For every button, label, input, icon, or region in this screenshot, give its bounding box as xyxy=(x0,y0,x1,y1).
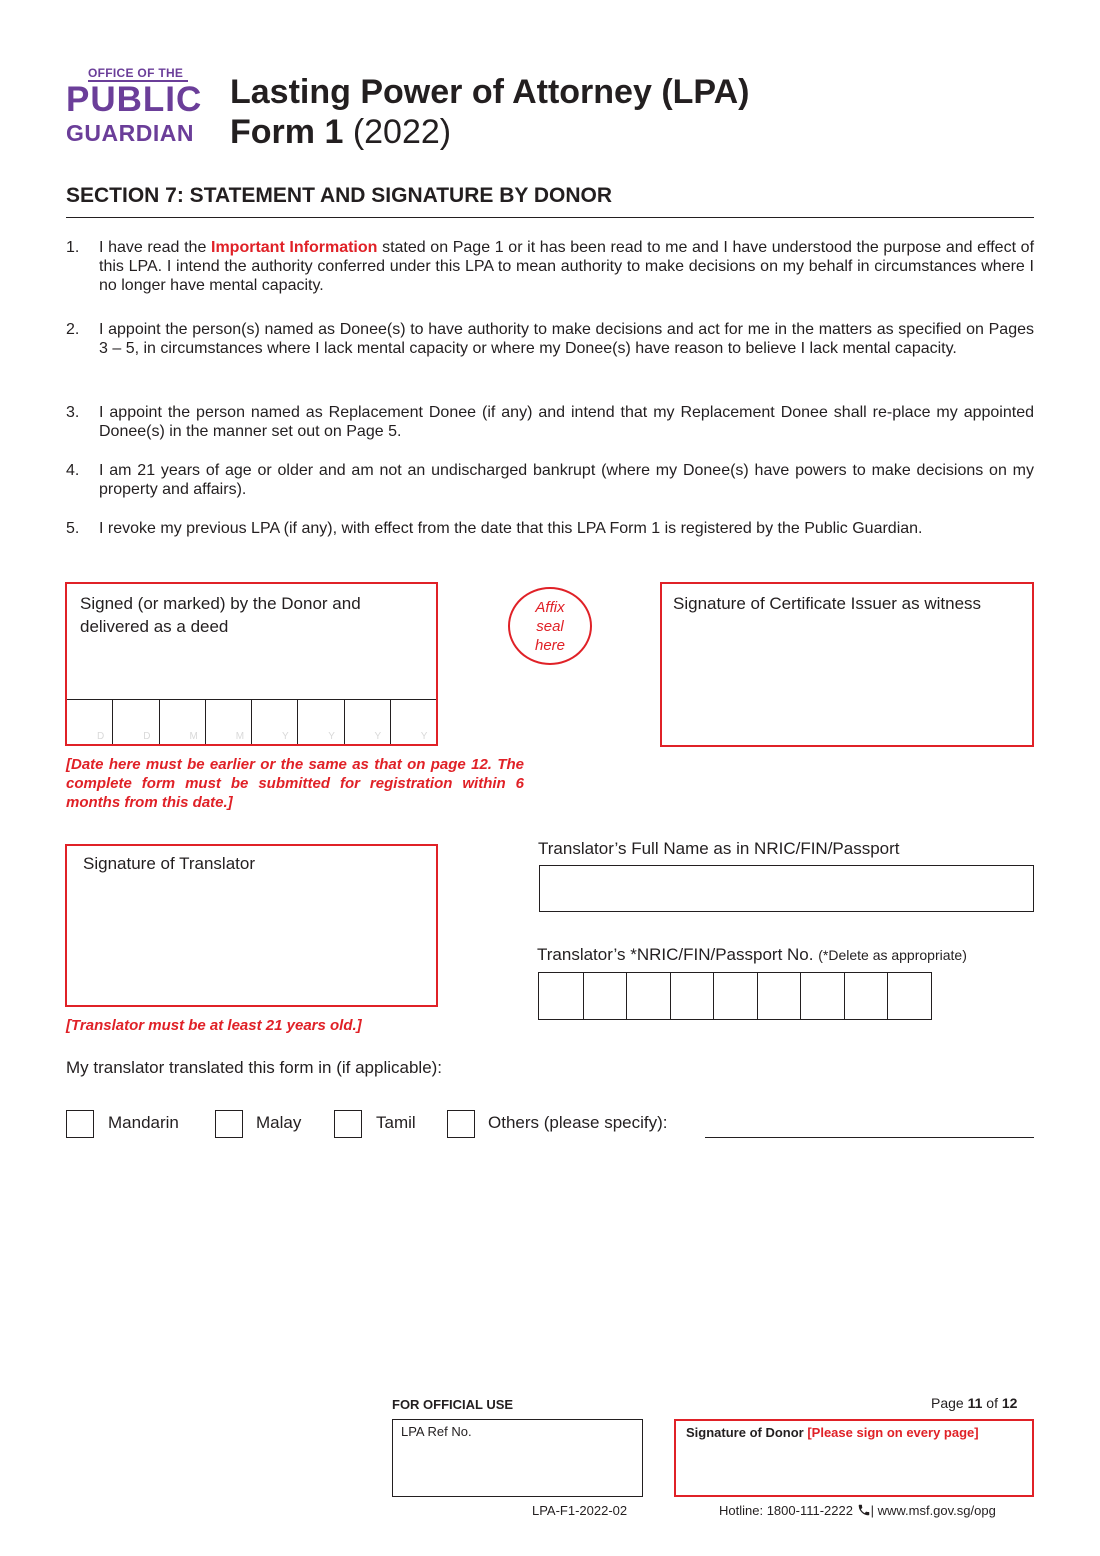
logo-office-text: OFFICE OF THE xyxy=(88,66,184,80)
hotline-info: Hotline: 1800-111-2222 | www.msf.gov.sg/opg xyxy=(719,1503,996,1518)
section-title: SECTION 7: STATEMENT AND SIGNATURE BY DONOR xyxy=(66,184,613,207)
form-year: (2022) xyxy=(352,113,452,151)
statement-number: 4. xyxy=(66,462,80,479)
translator-signature-label: Signature of Translator xyxy=(83,854,255,873)
form-subtitle xyxy=(230,112,451,152)
statement-number: 3. xyxy=(66,404,80,421)
translator-signature-box[interactable] xyxy=(65,844,438,1007)
date-cell-year[interactable]: Y xyxy=(297,700,343,744)
id-cell[interactable] xyxy=(800,973,844,1019)
important-information-highlight: Important Information xyxy=(211,239,378,256)
date-cell-day[interactable]: D xyxy=(112,700,158,744)
label-malay: Malay xyxy=(256,1113,302,1132)
date-cell-month[interactable]: M xyxy=(205,700,251,744)
statement-number: 2. xyxy=(66,321,80,338)
form-title: Lasting Power of Attorney (LPA) xyxy=(230,73,750,111)
witness-signature-label: Signature of Certificate Issuer as witness xyxy=(673,594,982,613)
donor-page-signature-box[interactable] xyxy=(674,1419,1034,1497)
sign-every-page-note: [Please sign on every page] xyxy=(807,1425,979,1440)
witness-signature-box[interactable] xyxy=(660,582,1034,747)
section-divider xyxy=(66,217,1034,218)
date-note: [Date here must be earlier or the same as that on page 12. The complete form must be submitted for registration within 6 months from this date.] xyxy=(66,756,524,811)
statement-3: 3. I appoint the person named as Replacement Donee (if any) and intend that my Replacement Donee shall re‑place my appointed Donee(s) in the manner set out on Page 5. xyxy=(66,404,1034,440)
translator-age-note: [Translator must be at least 21 years old.] xyxy=(66,1017,362,1034)
language-question: My translator translated this form in (if applicable): xyxy=(66,1058,443,1077)
checkbox-tamil[interactable] xyxy=(334,1110,362,1138)
opg-logo xyxy=(66,64,214,148)
label-mandarin: Mandarin xyxy=(108,1113,179,1132)
translator-name-label: Translator’s Full Name as in NRIC/FIN/Passport xyxy=(538,839,900,858)
form-code: LPA-F1-2022-02 xyxy=(532,1503,628,1518)
phone-icon xyxy=(857,1503,871,1517)
translator-id-label: Translator’s *NRIC/FIN/Passport No. (*Delete as appropriate) xyxy=(537,945,967,964)
date-cell-year[interactable]: Y xyxy=(251,700,297,744)
date-cell-year[interactable]: Y xyxy=(344,700,390,744)
date-cell-year[interactable]: Y xyxy=(390,700,436,744)
translator-name-field[interactable] xyxy=(539,865,1034,912)
lpa-ref-box[interactable] xyxy=(392,1419,643,1497)
official-use-title: FOR OFFICIAL USE xyxy=(392,1397,514,1412)
id-cell[interactable] xyxy=(583,973,627,1019)
id-cell[interactable] xyxy=(757,973,801,1019)
checkbox-mandarin[interactable] xyxy=(66,1110,94,1138)
donor-signature-label: Signed (or marked) by the Donor and delivered as a deed xyxy=(80,594,361,636)
id-cell[interactable] xyxy=(539,973,583,1019)
label-tamil: Tamil xyxy=(376,1113,416,1132)
label-others: Others (please specify): xyxy=(488,1113,668,1132)
donor-signature-box[interactable] xyxy=(65,582,438,746)
id-cell[interactable] xyxy=(844,973,888,1019)
logo-public-text: PUBLIC xyxy=(66,80,203,119)
statement-number: 5. xyxy=(66,520,80,537)
id-cell[interactable] xyxy=(670,973,714,1019)
checkbox-malay[interactable] xyxy=(215,1110,243,1138)
statement-number: 1. xyxy=(66,239,80,256)
page-number: Page 11 of 12 xyxy=(931,1395,1018,1411)
others-specify-line[interactable] xyxy=(705,1137,1034,1138)
donor-date-cells[interactable] xyxy=(67,699,436,744)
statement-4: 4. I am 21 years of age or older and am not an undischarged bankrupt (where my Donee(s) have powers to make decisions on my property and affairs). xyxy=(66,462,1034,498)
id-cell[interactable] xyxy=(713,973,757,1019)
form-number: Form 1 xyxy=(230,113,344,151)
donor-page-signature-label: Signature of Donor [Please sign on every page] xyxy=(686,1425,979,1440)
statement-5: 5. I revoke my previous LPA (if any), with effect from the date that this LPA Form 1 is registered by the Public Guardian. xyxy=(66,520,923,537)
translator-id-cells[interactable] xyxy=(538,972,932,1020)
translator-id-hint: (*Delete as appropriate) xyxy=(818,947,967,963)
seal-circle: Affix seal here xyxy=(508,587,592,665)
id-cell[interactable] xyxy=(887,973,931,1019)
statement-2: 2. I appoint the person(s) named as Donee(s) to have authority to make decisions and act for me in the matters as specified on Pages 3 – 5, in circumstances where I lack mental capacity or where my Donee(s) have reason to believe I lack mental capacity. xyxy=(66,321,1034,357)
lpa-ref-label: LPA Ref No. xyxy=(401,1424,472,1439)
id-cell[interactable] xyxy=(626,973,670,1019)
checkbox-others[interactable] xyxy=(447,1110,475,1138)
statement-1: 1. I have read the Important Information stated on Page 1 or it has been read to me and I have understood the purpose and effect of this LPA. I intend the authority conferred under this LPA to mean authority to make decisions on my behalf in circumstances where I no longer have mental capacity. xyxy=(66,239,1035,294)
logo-guardian-text: GUARDIAN xyxy=(66,120,194,146)
date-cell-day[interactable]: D xyxy=(97,731,105,742)
date-cell-month[interactable]: M xyxy=(159,700,205,744)
